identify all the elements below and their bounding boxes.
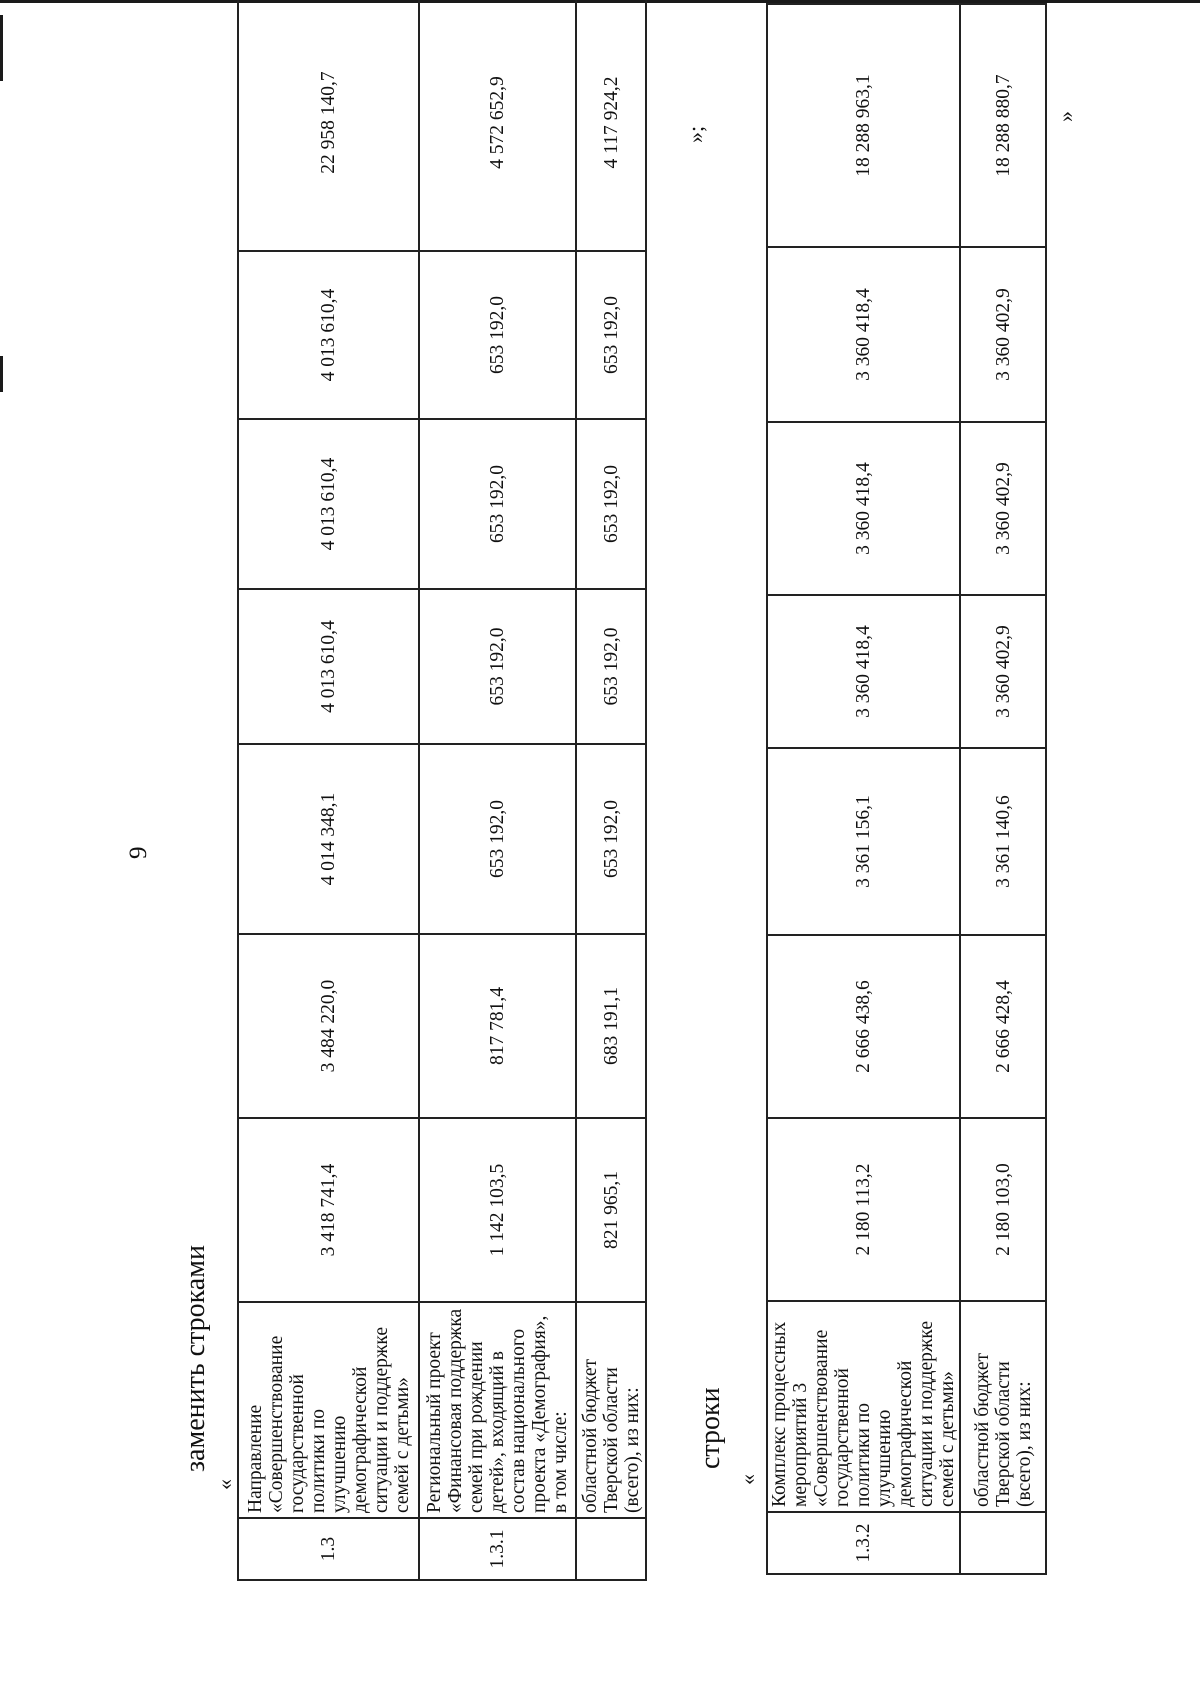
value-cell: 3 360 418,4 <box>767 247 960 422</box>
value-cell: 683 191,1 <box>576 934 646 1118</box>
table-replace <box>237 0 647 1581</box>
value-cell: 2 180 103,0 <box>960 1118 1046 1301</box>
value-cell: 653 192,0 <box>576 419 646 589</box>
table-row <box>576 0 646 1580</box>
row-code: 1.3.1 <box>419 1518 576 1580</box>
value-cell: 4 572 652,9 <box>419 0 576 251</box>
value-cell: 653 192,0 <box>419 251 576 419</box>
open-quote-1: « <box>212 1479 237 1490</box>
open-quote-2: « <box>735 1474 760 1485</box>
value-cell: 18 288 880,7 <box>960 4 1046 247</box>
value-cell: 4 014 348,1 <box>238 744 419 934</box>
row-code: 1.3 <box>238 1518 419 1580</box>
value-cell: 1 142 103,5 <box>419 1118 576 1302</box>
value-cell: 22 958 140,7 <box>238 0 419 251</box>
table-row <box>960 4 1046 1574</box>
value-cell: 18 288 963,1 <box>767 4 960 247</box>
row-name: областной бюджет Тверской области (всего), из них: <box>960 1301 1046 1512</box>
value-cell: 3 484 220,0 <box>238 934 419 1118</box>
value-cell: 821 965,1 <box>576 1118 646 1302</box>
value-cell: 817 781,4 <box>419 934 576 1118</box>
value-cell: 3 361 140,6 <box>960 748 1046 935</box>
value-cell: 3 360 402,9 <box>960 422 1046 595</box>
value-cell: 653 192,0 <box>576 744 646 934</box>
close-quote-1: »; <box>683 125 708 143</box>
close-quote-2: » <box>1053 111 1078 122</box>
value-cell: 4 013 610,4 <box>238 251 419 419</box>
value-cell: 3 360 418,4 <box>767 422 960 595</box>
section-label-rows: строки <box>695 1387 726 1469</box>
value-cell: 3 418 741,4 <box>238 1118 419 1302</box>
value-cell: 4 117 924,2 <box>576 0 646 251</box>
row-name: Комплекс процессных мероприятий 3 «Совершенствование государственной политики по улучшению демографической ситуации и поддержке семей с детьми» <box>767 1301 960 1512</box>
value-cell: 653 192,0 <box>419 589 576 744</box>
row-name: областной бюджет Тверской области (всего), из них: <box>576 1302 646 1518</box>
row-name: Направление «Совершенствование государственной политики по улучшению демографической ситуации и поддержке семей с детьми» <box>238 1302 419 1518</box>
row-code <box>576 1518 646 1580</box>
value-cell: 2 180 113,2 <box>767 1118 960 1301</box>
value-cell: 653 192,0 <box>419 744 576 934</box>
value-cell: 653 192,0 <box>419 419 576 589</box>
value-cell: 3 361 156,1 <box>767 748 960 935</box>
row-code: 1.3.2 <box>767 1512 960 1574</box>
value-cell: 2 666 428,4 <box>960 935 1046 1118</box>
row-code <box>960 1512 1046 1574</box>
row-name: Региональный проект «Финансовая поддержка семей при рождении детей», входящий в состав национального проекта «Демография», в том числе: <box>419 1302 576 1518</box>
value-cell: 3 360 402,9 <box>960 247 1046 422</box>
table-row <box>419 0 576 1580</box>
page-number: 9 <box>125 846 152 859</box>
value-cell: 653 192,0 <box>576 251 646 419</box>
table-rows <box>766 3 1047 1575</box>
value-cell: 653 192,0 <box>576 589 646 744</box>
table-row <box>767 4 960 1574</box>
value-cell: 4 013 610,4 <box>238 589 419 744</box>
value-cell: 3 360 402,9 <box>960 595 1046 748</box>
table-row <box>238 0 419 1580</box>
value-cell: 3 360 418,4 <box>767 595 960 748</box>
value-cell: 4 013 610,4 <box>238 419 419 589</box>
section-label-replace: заменить строками <box>180 1245 211 1472</box>
value-cell: 2 666 438,6 <box>767 935 960 1118</box>
